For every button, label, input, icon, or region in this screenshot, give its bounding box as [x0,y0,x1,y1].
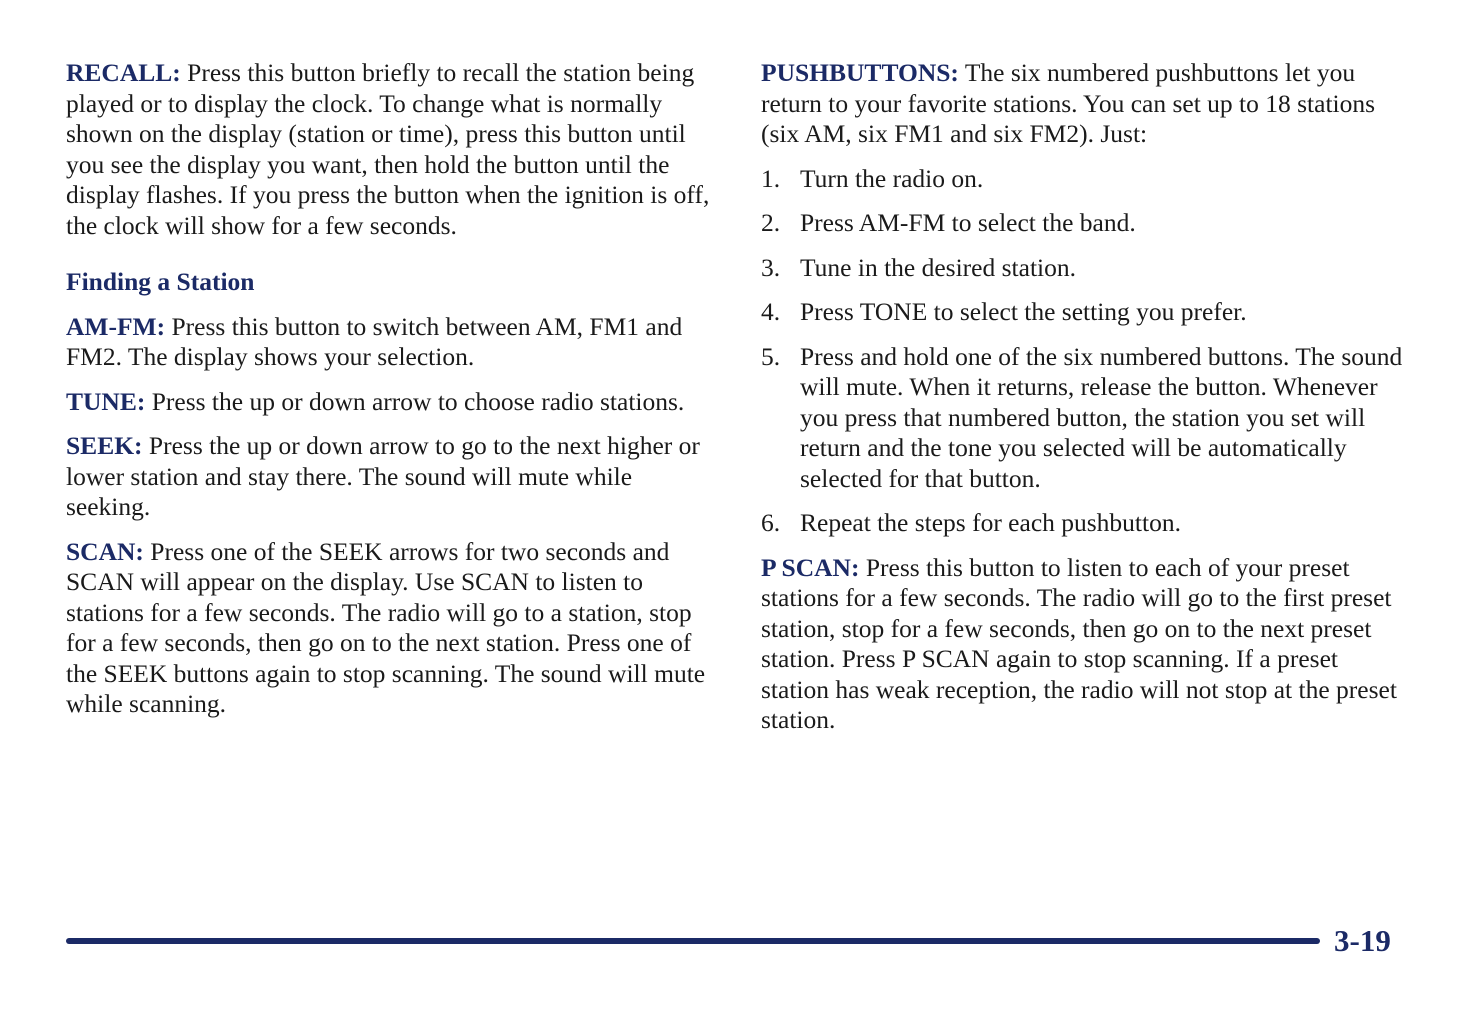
tune-text: Press the up or down arrow to choose radio stations. [145,386,685,416]
amfm-paragraph [66,312,716,373]
list-item [761,208,1406,239]
list-item [761,297,1406,328]
pushbuttons-term: PUSHBUTTONS: [761,58,959,87]
pscan-text: Press this button to listen to each of your preset stations for a few seconds. The radio will go to the first preset station, stop for a few seconds, then go on to the next preset station. Press P SCAN again to stop scanning. If a preset station has weak reception, the radio will not stop at the preset station. [761,552,1397,734]
step-text: Turn the radio on. [800,163,984,193]
step-text: Tune in the desired station. [800,252,1076,282]
pushbutton-steps-list [761,164,1406,539]
seek-paragraph [66,431,716,523]
tune-term: TUNE: [66,386,146,416]
amfm-term: AM-FM: [66,311,166,341]
pscan-term: P SCAN: [761,552,860,582]
recall-paragraph [66,58,716,241]
pushbuttons-paragraph [761,58,1406,150]
tune-paragraph [66,387,716,418]
step-number: 1. [761,163,781,193]
step-number: 5. [761,341,781,371]
finding-station-heading: Finding a Station [66,267,255,296]
recall-term: RECALL: [66,58,181,87]
step-text: Press and hold one of the six numbered buttons. The sound will mute. When it returns, release the button. Whenever you press that numbered button, the station you set will return and the tone you selected will be automatically selected for that button. [800,341,1403,493]
step-number: 3. [761,252,781,282]
step-number: 4. [761,297,781,326]
scan-paragraph [66,537,716,720]
pscan-paragraph [761,553,1406,736]
scan-term: SCAN: [66,536,144,566]
list-item [761,342,1406,495]
step-number: 6. [761,508,781,537]
recall-text: Press this button briefly to recall the station being played or to display the clock. To change what is normally shown on the display (station or time), press this button until you see the display you want, then hold the button until the display flashes. If you press the button when the ignition is off, the clock will show for a few seconds. [66,58,710,240]
pushbuttons-text: The six numbered pushbuttons let you return to your favorite stations. You can set up to 18 stations (six AM, six FM1 and six FM2). Just: [761,58,1376,148]
list-item [761,164,1406,195]
seek-text: Press the up or down arrow to go to the next higher or lower station and stay there. The sound will mute while seeking. [66,431,700,521]
list-item [761,253,1406,284]
list-item [761,508,1406,539]
step-text: Repeat the steps for each pushbutton. [800,508,1181,537]
step-text: Press TONE to select the setting you prefer. [800,297,1247,326]
page-number: 3-19 [1334,923,1391,958]
step-text: Press AM-FM to select the band. [800,208,1136,237]
right-column [761,58,1406,750]
amfm-text: Press this button to switch between AM, FM1 and FM2. The display shows your selection. [66,311,683,371]
footer-rule [66,938,1320,944]
scan-text: Press one of the SEEK arrows for two seconds and SCAN will appear on the display. Use SCAN to listen to stations for a few seconds. The radio will go to a station, stop for a few seconds, then go on to the next station. Press one of the SEEK buttons again to stop scanning. The sound will mute while scanning. [66,536,706,718]
seek-term: SEEK: [66,431,143,460]
step-number: 2. [761,208,781,237]
left-column [66,58,716,734]
